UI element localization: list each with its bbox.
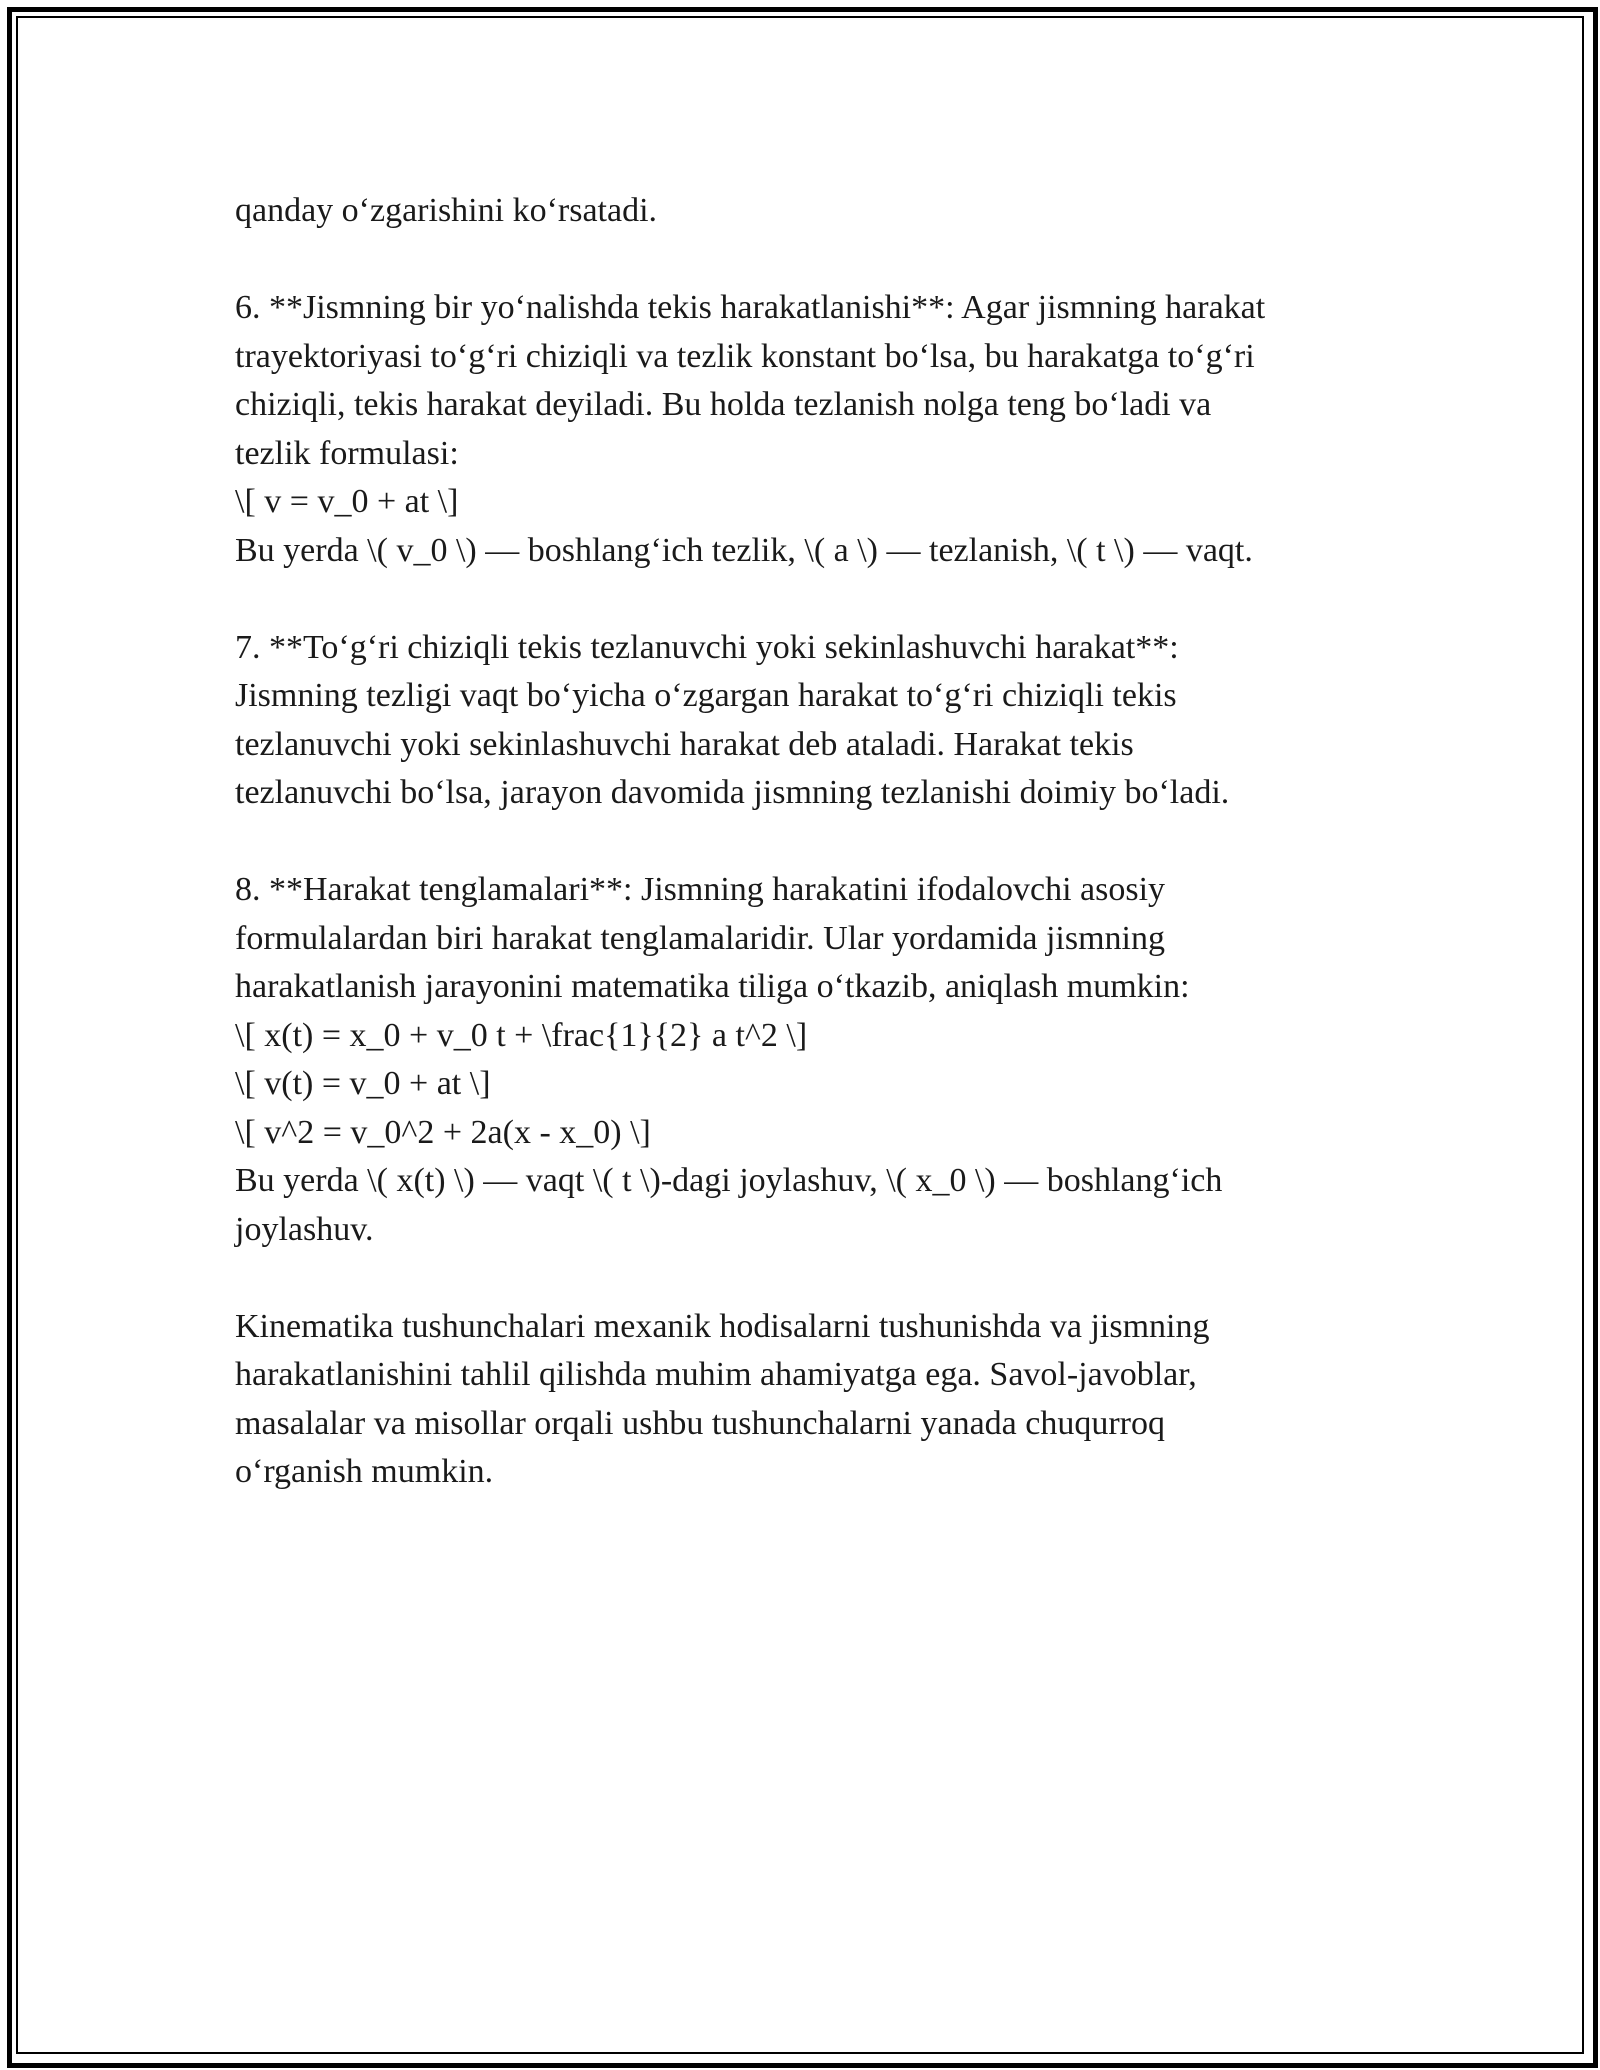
- paragraph-gap: [235, 236, 1365, 285]
- conclusion-paragraph: [235, 1303, 1365, 1497]
- item-8-paragraph: [235, 866, 1365, 1254]
- text-line: 7. **To‘g‘ri chiziqli tekis tezlanuvchi yoki sekinlashuvchi harakat**:: [235, 628, 1179, 666]
- text-line: harakatlanish jarayonini matematika tiliga o‘tkazib, aniqlash mumkin:: [235, 968, 1190, 1005]
- text-line: Jismning tezligi vaqt bo‘yicha o‘zgargan harakat to‘g‘ri chiziqli tekis: [235, 677, 1177, 714]
- formula-line: \[ v = v_0 + at \]: [235, 483, 459, 520]
- formula-line: \[ x(t) = x_0 + v_0 t + \frac{1}{2} a t^2 \]: [235, 1016, 808, 1054]
- text-line: formulalardan biri harakat tenglamalaridir. Ular yordamida jismning: [235, 919, 1165, 957]
- formula-line: \[ v^2 = v_0^2 + 2a(x - x_0) \]: [235, 1113, 651, 1151]
- text-line: o‘rganish mumkin.: [235, 1453, 494, 1490]
- text-line: tezlik formulasi:: [235, 434, 459, 472]
- text-line: Bu yerda \( v_0 \) — boshlang‘ich tezlik, \( a \) — tezlanish, \( t \) — vaqt.: [235, 531, 1253, 569]
- text-line: chiziqli, tekis harakat deyiladi. Bu holda tezlanish nolga teng bo‘ladi va: [235, 386, 1212, 423]
- item-7-paragraph: [235, 624, 1365, 818]
- text-line: harakatlanishini tahlil qilishda muhim ahamiyatga ega. Savol-javoblar,: [235, 1356, 1197, 1393]
- paragraph-gap: [235, 818, 1365, 867]
- formula-line: \[ v(t) = v_0 + at \]: [235, 1065, 491, 1102]
- text-line: Kinematika tushunchalari mexanik hodisalarni tushunishda va jismning: [235, 1307, 1210, 1345]
- text-line: 8. **Harakat tenglamalari**: Jismning harakatini ifodalovchi asosiy: [235, 871, 1166, 908]
- item-6-paragraph: [235, 284, 1365, 575]
- continuation-paragraph: [235, 187, 1365, 236]
- paragraph-gap: [235, 575, 1365, 624]
- text-line: 6. **Jismning bir yo‘nalishda tekis harakatlanishi**: Agar jismning harakat: [235, 289, 1266, 326]
- text-line: masalalar va misollar orqali ushbu tushunchalarni yanada chuqurroq: [235, 1404, 1165, 1442]
- text-line: tezlanuvchi yoki sekinlashuvchi harakat deb ataladi. Harakat tekis: [235, 725, 1134, 763]
- text-line: joylashuv.: [235, 1210, 374, 1248]
- paragraph-gap: [235, 1254, 1365, 1303]
- text-line: tezlanuvchi bo‘lsa, jarayon davomida jismning tezlanishi doimiy bo‘ladi.: [235, 774, 1230, 811]
- text-line: trayektoriyasi to‘g‘ri chiziqli va tezlik konstant bo‘lsa, bu harakatga to‘g‘ri: [235, 337, 1255, 375]
- text-line: Bu yerda \( x(t) \) — vaqt \( t \)-dagi joylashuv, \( x_0 \) — boshlang‘ich: [235, 1162, 1223, 1199]
- text-line: qanday o‘zgarishini ko‘rsatadi.: [235, 192, 658, 229]
- document-body: [235, 187, 1365, 1497]
